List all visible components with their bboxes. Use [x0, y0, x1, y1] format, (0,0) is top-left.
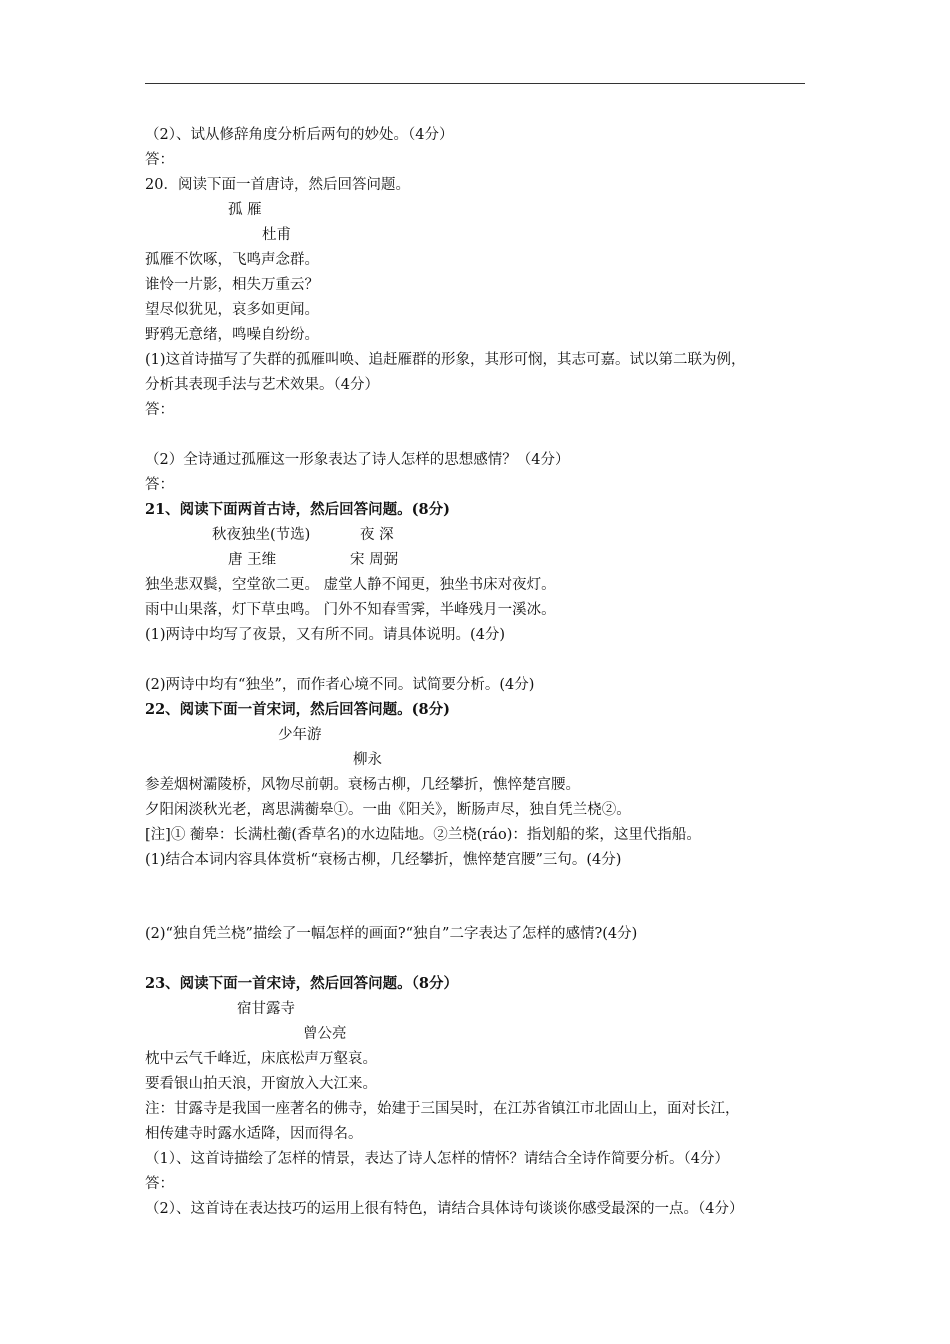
- q21-sub2: (2)两诗中均有“独坐”，而作者心境不同。试简要分析。(4分): [145, 677, 535, 693]
- q22-heading: 22、阅读下面一首宋词，然后回答问题。(8分): [145, 701, 450, 718]
- q20-poem-line: 望尽似犹见，哀多如更闻。: [145, 302, 319, 318]
- q22-sub1: (1)结合本词内容具体赏析“衰杨古柳，几经攀折，憔悴楚宫腰”三句。(4分): [145, 852, 622, 868]
- q20-sub1: (1)这首诗描写了失群的孤雁叫唤、追赶雁群的形象，其形可悯，其志可嘉。试以第二联为例，: [145, 352, 746, 368]
- q21-heading: 21、阅读下面两首古诗，然后回答问题。(8分): [145, 501, 450, 518]
- q22-sub2: (2)“独自凭兰桡”描绘了一幅怎样的画面?“独自”二字表达了怎样的感情?(4分): [145, 926, 638, 942]
- q22-poem-title: 少年游: [278, 727, 322, 743]
- q20-sub2: （2）全诗通过孤雁这一形象表达了诗人怎样的思想感情？（4分）: [145, 452, 570, 468]
- q22-poem-author: 柳永: [353, 752, 382, 768]
- header-rule: [145, 83, 805, 84]
- q20-poem-author: 杜甫: [262, 227, 291, 243]
- q19-sub2: （2）、试从修辞角度分析后两句的妙处。（4分）: [145, 127, 454, 143]
- q20-poem-line: 野鸦无意绪，鸣噪自纷纷。: [145, 327, 319, 343]
- q19-answer: 答：: [145, 152, 174, 168]
- q21-poem-line: 独坐悲双鬓，空堂欲二更。 虚堂人静不闻更，独坐书床对夜灯。: [145, 577, 556, 593]
- q20-poem-title: 孤 雁: [228, 202, 262, 218]
- q22-poem-line: 夕阳闲淡秋光老，离思满蘅皋①。一曲《阳关》，断肠声尽，独自凭兰桡②。: [145, 802, 631, 818]
- q20-answer1: 答：: [145, 402, 174, 418]
- q22-poem-line: 参差烟树灞陵桥，风物尽前朝。衰杨古柳，几经攀折，憔悴楚宫腰。: [145, 777, 580, 793]
- q21-title-right: 夜 深: [360, 527, 394, 543]
- q23-poem-line: 枕中云气千峰近，床底松声万壑哀。: [145, 1051, 377, 1067]
- q23-poem-title: 宿甘露寺: [237, 1001, 295, 1017]
- q21-author-right: 宋 周弼: [350, 552, 399, 568]
- q21-poem-line: 雨中山果落，灯下草虫鸣。 门外不知春雪霁，半峰残月一溪冰。: [145, 602, 556, 618]
- q21-title-left: 秋夜独坐(节选): [212, 527, 311, 543]
- q20-poem-line: 孤雁不饮啄，飞鸣声念群。: [145, 252, 319, 268]
- q20-poem-line: 谁怜一片影，相失万重云？: [145, 277, 319, 293]
- q21-sub1: (1)两诗中均写了夜景，又有所不同。请具体说明。(4分): [145, 627, 506, 643]
- q23-note-cont: 相传建寺时露水适降，因而得名。: [145, 1126, 363, 1142]
- q23-note: 注：甘露寺是我国一座著名的佛寺，始建于三国吴时，在江苏省镇江市北固山上，面对长江，: [145, 1101, 740, 1117]
- q23-sub1: （1）、这首诗描绘了怎样的情景，表达了诗人怎样的情怀？请结合全诗作简要分析。（4分）: [145, 1151, 729, 1167]
- q23-poem-author: 曾公亮: [303, 1026, 347, 1042]
- q20-answer2: 答：: [145, 477, 174, 493]
- q20-heading: 20．阅读下面一首唐诗，然后回答问题。: [145, 177, 410, 193]
- q23-heading: 23、阅读下面一首宋诗，然后回答问题。（8分）: [145, 975, 459, 992]
- q23-poem-line: 要看银山拍天浪，开窗放入大江来。: [145, 1076, 377, 1092]
- q20-sub1-cont: 分析其表现手法与艺术效果。（4分）: [145, 377, 379, 393]
- q23-answer1: 答：: [145, 1176, 174, 1192]
- q23-sub2: （2）、这首诗在表达技巧的运用上很有特色，请结合具体诗句谈谈你感受最深的一点。（4分）: [145, 1201, 744, 1217]
- q21-author-left: 唐 王维: [228, 552, 277, 568]
- q22-note: [注]① 蘅皋：长满杜蘅(香草名)的水边陆地。②兰桡(ráo)：指划船的桨，这里代指船。: [145, 827, 701, 843]
